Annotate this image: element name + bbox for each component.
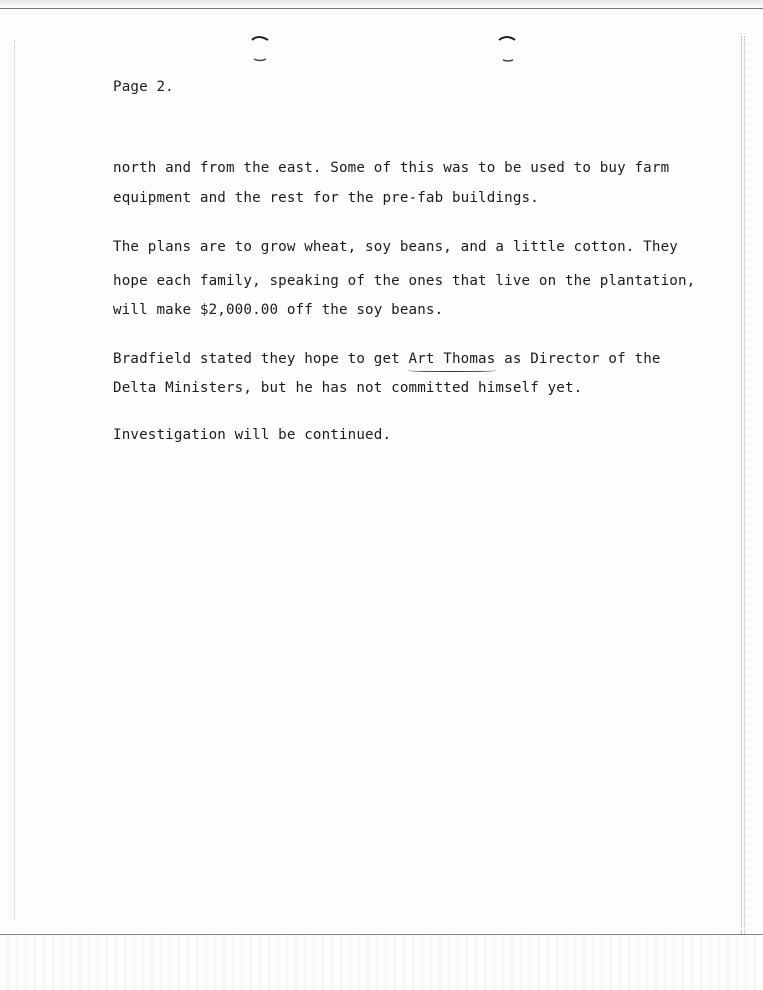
text-line: The plans are to grow wheat, soy beans, and a little cotton. They [113, 239, 678, 255]
underlined-name: Art Thomas [408, 351, 496, 367]
scan-bottom-edge [0, 934, 763, 990]
punch-hole-mark [248, 32, 270, 64]
text-line [113, 351, 661, 367]
text-segment: as Director of the [495, 351, 661, 367]
scan-right-edge [741, 36, 745, 936]
scan-left-edge [14, 40, 16, 920]
scan-top-edge [0, 0, 763, 9]
text-line: hope each family, speaking of the ones that live on the plantation, [113, 273, 696, 289]
punch-hole-mark [495, 32, 517, 64]
text-line: equipment and the rest for the pre-fab buildings. [113, 190, 539, 206]
text-line: Investigation will be continued. [113, 427, 392, 443]
text-line: will make $2,000.00 off the soy beans. [113, 302, 444, 318]
text-line: north and from the east. Some of this was to be used to buy farm [113, 160, 670, 176]
page-number: Page 2. [113, 79, 174, 95]
text-segment: Bradfield stated they hope to get [113, 351, 409, 367]
text-line: Delta Ministers, but he has not committed himself yet. [113, 380, 583, 396]
